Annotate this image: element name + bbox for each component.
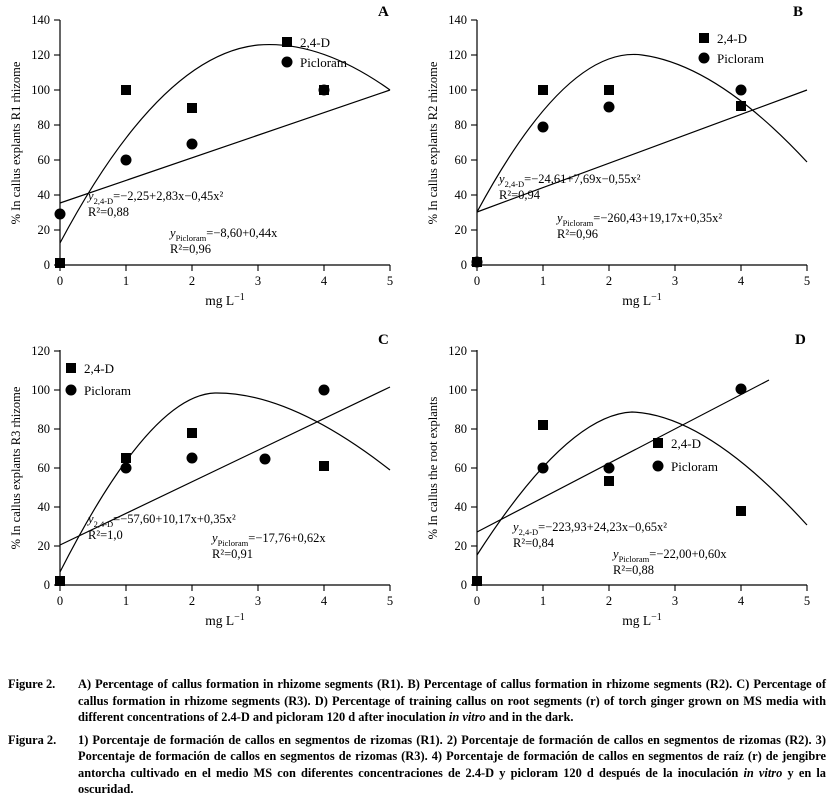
x-tick-label: 0 (56, 594, 64, 608)
x-tick-label: 4 (320, 274, 328, 288)
y-tick-label: 60 (454, 153, 467, 167)
legend (282, 35, 347, 70)
svg-text:y2,4-D=−57,60+10,17x+0,35x²: $y_{2,4-D}=-57,60+10,17x+0,35x^2$ (88, 512, 236, 529)
equation-picloram (555, 211, 722, 241)
panel-letter-a: A (378, 4, 389, 20)
legend-label-picloram: Picloram (717, 51, 764, 66)
svg-text:y2,4-D=−223,93+24,23x−0,65x²: $y_{2,4-D}=-223,93+24,23x-0,65x^2$ (513, 520, 667, 537)
y-tick-label: 60 (37, 153, 50, 167)
x-tick-label: 1 (539, 274, 547, 288)
eq-subscript: Picloram (175, 233, 207, 243)
y-axis-label: % In callus explants R2 rhizome (426, 61, 440, 225)
y-tick-label: 40 (454, 188, 467, 202)
chart-panel-a (0, 0, 417, 310)
equation-picloram (168, 226, 278, 256)
eq-r2: R²=0,88 (613, 563, 655, 577)
caption-es-text-1: 1) Porcentaje de formación de callos en segmentos de rizomas (R1). 2) Porcentaje de formación de callos en segmentos de rizomas (R2). 3) Porcentaje de formación de callos en segmentos de rizomas (R3). 4) Porcentaje de formación de callos en segmentos de raíz (r) de jengibre antorcha cultivado en el medio MS con diferentes concentraciones de 2.4-D y picloram 120 d después de la inoculación (78, 732, 826, 780)
panel-letter-c: C (378, 332, 389, 348)
legend-label-2-4-d: 2,4-D (300, 35, 330, 50)
x-tick-label: 2 (188, 274, 196, 288)
legend-label-2-4-d: 2,4-D (671, 436, 701, 451)
y-tick-label: 20 (454, 539, 467, 553)
y-tick-label: 0 (460, 258, 467, 272)
x-tick-label: 0 (56, 274, 64, 288)
eq-body: =−223,93+24,23x−0,65x² (538, 520, 667, 534)
panel-letter-b: B (793, 4, 804, 20)
eq-r2: R²=0,96 (170, 242, 212, 256)
eq-subscript: Picloram (562, 218, 594, 228)
eq-body: =−17,76+0,62x (248, 531, 326, 545)
equation-picloram (210, 531, 326, 561)
y-tick-label: 140 (448, 13, 467, 27)
x-tick-label: 2 (605, 594, 613, 608)
x-tick-label: 5 (803, 594, 811, 608)
eq-body: =−260,43+19,17x+0,35x² (593, 211, 723, 225)
y-tick-label: 40 (37, 188, 50, 202)
figure-caption (8, 676, 826, 804)
eq-body: =−8,60+0,44x (206, 226, 278, 240)
eq-subscript: 2,4-D (504, 179, 525, 189)
y-tick-label: 100 (31, 83, 50, 97)
y-tick-label: 0 (460, 578, 467, 592)
eq-r2: R²=0,91 (212, 547, 254, 561)
eq-r2: R²=1,0 (88, 528, 123, 542)
x-tick-label: 3 (671, 274, 679, 288)
x-tick-label: 4 (737, 274, 745, 288)
x-tick-label: 0 (473, 274, 481, 288)
legend-label-picloram: Picloram (300, 55, 347, 70)
y-tick-label: 120 (448, 48, 467, 62)
y-tick-label: 40 (37, 500, 50, 514)
x-tick-label: 4 (737, 594, 745, 608)
y-tick-label: 60 (37, 461, 50, 475)
x-tick-label: 1 (122, 274, 130, 288)
caption-english (8, 676, 826, 726)
y-tick-label: 80 (37, 118, 50, 132)
legend (653, 436, 718, 474)
legend-label-picloram: Picloram (84, 383, 131, 398)
x-tick-label: 5 (386, 274, 394, 288)
y-tick-label: 20 (454, 223, 467, 237)
x-tick-label: 3 (254, 274, 262, 288)
y-tick-label: 20 (37, 539, 50, 553)
equation-2-4-d (497, 172, 641, 202)
y-tick-label: 0 (43, 578, 50, 592)
caption-es-italic: in vitro (743, 765, 783, 780)
legend-label-picloram: Picloram (671, 459, 718, 474)
y-tick-label: 40 (454, 500, 467, 514)
y-axis-label: % In callus explants R3 rhizome (9, 386, 23, 550)
caption-en-text-2: and in the dark. (485, 710, 574, 724)
x-axis-label: mg $L^{-1}$ (622, 292, 662, 308)
y-tick-label: 120 (31, 48, 50, 62)
eq-body: =−24,61+7,69x−0,55x² (524, 172, 641, 186)
x-tick-label: 4 (320, 594, 328, 608)
eq-r2: R²=0,84 (513, 536, 555, 550)
y-axis-label: % In callus the root explants (426, 396, 440, 540)
chart-panel-c (0, 320, 417, 630)
legend (66, 361, 131, 398)
x-tick-label: 3 (254, 594, 262, 608)
x-axis-label: mg $L^{-1}$ (205, 612, 245, 628)
eq-subscript: Picloram (618, 554, 650, 564)
y-tick-label: 20 (37, 223, 50, 237)
y-tick-label: 120 (448, 344, 467, 358)
y-tick-label: 80 (454, 118, 467, 132)
x-tick-label: 3 (671, 594, 679, 608)
x-tick-label: 0 (473, 594, 481, 608)
eq-body: =−2,25+2,83x−0,45x² (113, 189, 224, 203)
eq-subscript: 2,4-D (93, 519, 114, 529)
eq-r2: R²=0,88 (88, 205, 130, 219)
x-tick-label: 5 (386, 594, 394, 608)
chart-panel-b (417, 0, 834, 310)
y-tick-label: 100 (31, 383, 50, 397)
eq-body: =−22,00+0,60x (649, 547, 727, 561)
eq-subscript: 2,4-D (93, 196, 114, 206)
x-tick-label: 2 (605, 274, 613, 288)
eq-r2: R²=0,96 (557, 227, 599, 241)
y-tick-label: 60 (454, 461, 467, 475)
svg-text:y2,4-D=−2,25+2,83x−0,45x²: $y_{2,4-D}=-2,25+2,83x-0,45x^2$ (88, 189, 224, 206)
y-tick-label: 100 (448, 83, 467, 97)
eq-subscript: 2,4-D (518, 527, 539, 537)
caption-spanish (8, 732, 826, 798)
eq-r2: R²=0,94 (499, 188, 541, 202)
svg-text:yPicloram=−8,60+0,44x: $y_{Picloram}=-8,60+0,44x$ (170, 226, 278, 243)
caption-en-text-1: A) Percentage of callus formation in rhizome segments (R1). B) Percentage of callus formation in rhizome segments (R2). C) Percentage of callus formation in rhizome segments (R3). D) Percentage of training callus on root segments (r) of torch ginger grown on MS media with different concentrations of 2.4-D and picloram 120 d after inoculation (78, 677, 826, 724)
x-axis-label: mg $L^{-1}$ (622, 612, 662, 628)
x-axis-label: mg $L^{-1}$ (205, 292, 245, 308)
legend-label-2-4-d: 2,4-D (84, 361, 114, 376)
legend (699, 31, 764, 66)
y-axis-label: % In callus explants R1 rhizome (9, 61, 23, 225)
x-tick-label: 1 (122, 594, 130, 608)
chart-panel-d (417, 320, 834, 630)
svg-text:y2,4-D=−24,61+7,69x−0,55x²: $y_{2,4-D}=-24,61+7,69x-0,55x^2$ (499, 172, 641, 189)
y-tick-label: 80 (37, 422, 50, 436)
svg-text:yPicloram=−17,76+0,62x: $y_{Picloram}=-17,76+0,62x$ (212, 531, 326, 548)
eq-subscript: Picloram (217, 538, 249, 548)
equation-picloram (611, 547, 727, 577)
svg-text:yPicloram=−260,43+19,17x+0,35x: $y_{Picloram}=-260,43+19,17x+0,35x^2$ (557, 211, 723, 228)
equation-2-4-d (86, 189, 223, 219)
caption-label-en: Figure 2. (8, 677, 56, 691)
y-tick-label: 120 (31, 344, 50, 358)
y-tick-label: 100 (448, 383, 467, 397)
y-tick-label: 80 (454, 422, 467, 436)
panel-letter-d: D (795, 332, 806, 348)
x-tick-label: 1 (539, 594, 547, 608)
legend-label-2-4-d: 2,4-D (717, 31, 747, 46)
caption-label-es: Figura 2. (8, 732, 57, 747)
caption-es-text-2: y en la oscuridad. (78, 765, 826, 796)
y-tick-label: 140 (31, 13, 50, 27)
svg-text:yPicloram=−22,00+0,60x: $y_{Picloram}=-22,00+0,60x$ (613, 547, 727, 564)
y-tick-label: 0 (43, 258, 50, 272)
caption-en-italic: in vitro (448, 710, 486, 724)
x-tick-label: 2 (188, 594, 196, 608)
eq-body: =−57,60+10,17x+0,35x² (113, 512, 236, 526)
equation-2-4-d (511, 520, 667, 550)
x-tick-label: 5 (803, 274, 811, 288)
